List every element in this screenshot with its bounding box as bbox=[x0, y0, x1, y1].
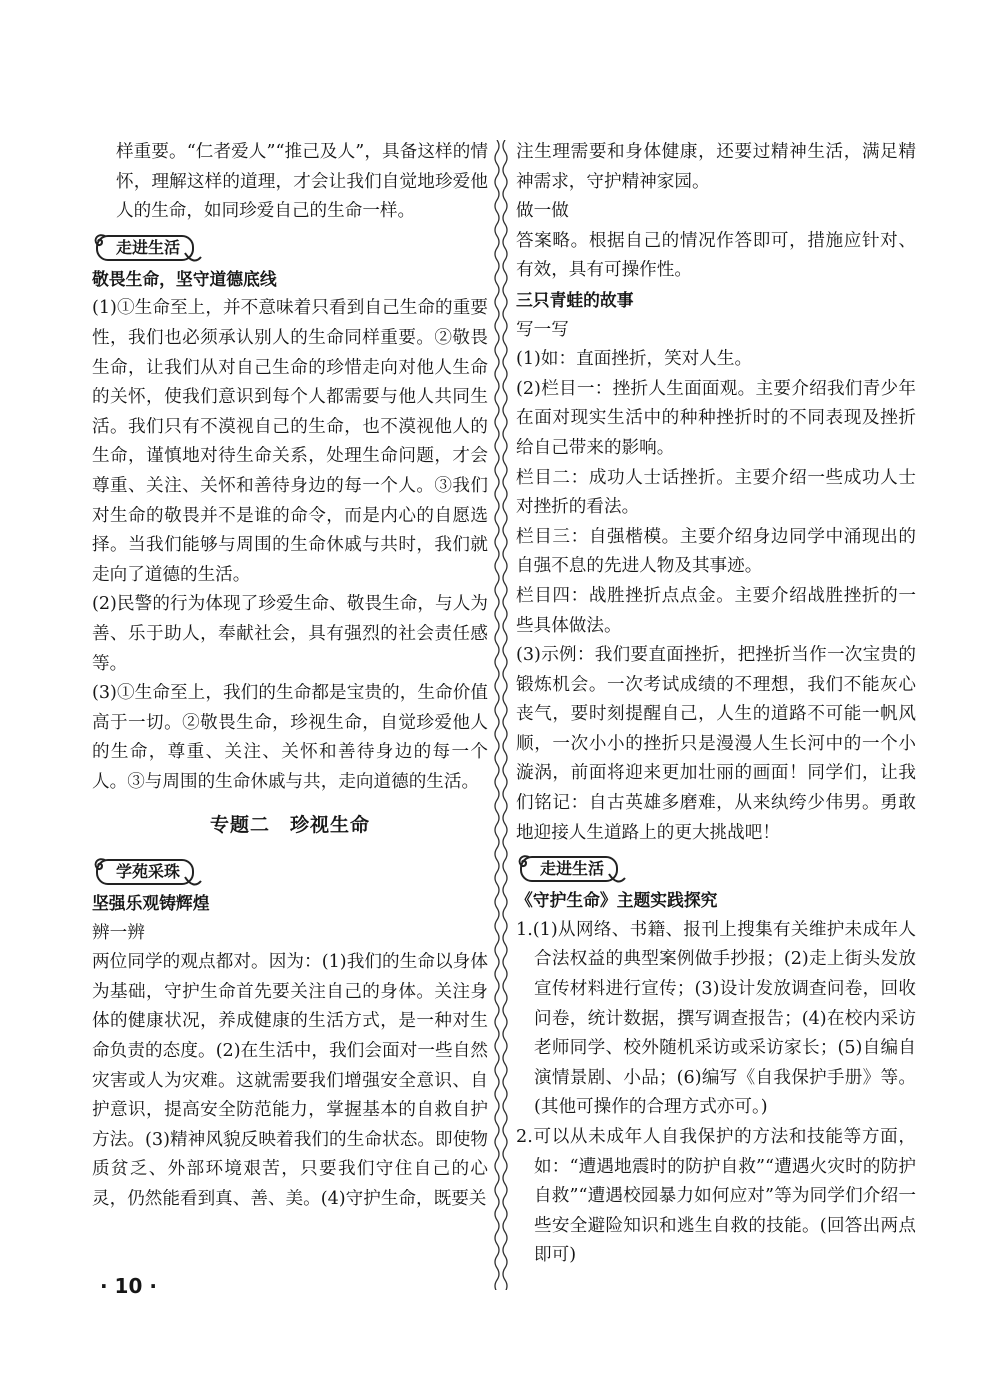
paragraph: (2)民警的行为体现了珍爱生命、敬畏生命，与人为善、乐于助人，奉献社会，具有强烈的社会责任感等。 bbox=[92, 594, 488, 674]
swirl-icon bbox=[92, 857, 108, 873]
paragraph: 1.(1)从网络、书籍、报刊上搜集有关维护未成年人合法权益的典型案例做手抄报；(2)走上街头发放宣传材料进行宣传；(3)设计发放调查问卷，回收问卷，统计数据，撰写调查报告；(4)在校内采访老师同学、校外随机采访或采访家长；(5)自编自演情景剧、小品；(6)编写《自我保护手册》等。(其他可操作的合理方式亦可。) bbox=[516, 919, 916, 1118]
paragraph: (1)如：直面挫折，笑对人生。 bbox=[516, 349, 753, 370]
sub-heading: 辨一辨 bbox=[92, 922, 145, 943]
swirl-tail-icon bbox=[184, 251, 202, 265]
swirl-icon bbox=[516, 854, 532, 870]
topic-heading: 敬畏生命，坚守道德底线 bbox=[92, 268, 277, 289]
topic-heading: 三只青蛙的故事 bbox=[516, 289, 634, 310]
paragraph: 答案略。根据自己的情况作答即可，措施应针对、有效，具有可操作性。 bbox=[516, 230, 916, 281]
swirl-tail-icon bbox=[608, 872, 626, 886]
topic-heading: 《守护生命》主题实践探究 bbox=[516, 890, 718, 911]
swirl-tail-icon bbox=[184, 875, 202, 889]
paragraph: 栏目二：成功人士话挫折。主要介绍一些成功人士对挫折的看法。 bbox=[516, 467, 916, 518]
section-badge bbox=[96, 859, 194, 885]
topic-heading: 坚强乐观铸辉煌 bbox=[92, 893, 210, 914]
right-column bbox=[516, 138, 916, 1271]
paragraph: 2.可以从未成年人自我保护的方法和技能等方面，如：“遭遇地震时的防护自救”“遭遇火灾时的防护自救”“遭遇校园暴力如何应对”等为同学们介绍一些安全避险知识和逃生自救的技能。(回答出两点即可) bbox=[516, 1127, 916, 1266]
paragraph: 注生理需要和身体健康，还要过精神生活，满足精神需求，守护精神家园。 bbox=[516, 142, 916, 192]
section-badge bbox=[520, 856, 618, 882]
paragraph: (2)栏目一：挫折人生面面观。主要介绍我们青少年在面对现实生活中的种种挫折时的不同表现及挫折给自己带来的影响。 bbox=[516, 378, 916, 458]
paragraph: 栏目三：自强楷模。主要介绍身边同学中涌现出的自强不息的先进人物及其事迹。 bbox=[516, 526, 916, 577]
sub-heading: 写一写 bbox=[516, 319, 569, 340]
sub-heading: 做一做 bbox=[516, 201, 569, 222]
badge-label: 学苑采珠 bbox=[116, 862, 181, 882]
left-column bbox=[92, 138, 488, 1215]
paragraph: (3)①生命至上，我们的生命都是宝贵的，生命价值高于一切。②敬畏生命，珍视生命，自觉珍爱他人的生命，尊重、关注、关怀和善待身边的每一个人。③与周围的生命休戚与共，走向道德的生活。 bbox=[92, 683, 488, 792]
paragraph: (1)①生命至上，并不意味着只看到自己生命的重要性，我们也必须承认别人的生命同样重要。②敬畏生命，让我们从对自己生命的珍惜走向对他人生命的关怀，使我们意识到每个人都需要与他人共同生活。我们只有不漠视自己的生命，也不漠视他人的生命，谨慎地对待生命关系，处理生命问题，才会尊重、关注、关怀和善待身边的每一个人。③我们对生命的敬畏并不是谁的命令，而是内心的自愿选择。当我们能够与周围的生命休戚与共时，我们就走向了道德的生活。 bbox=[92, 298, 488, 585]
page-number: · 10 · bbox=[100, 1274, 157, 1298]
swirl-icon bbox=[92, 233, 108, 249]
paragraph: 样重要。“仁者爱人”“推己及人”，具备这样的情怀，理解这样的道理，才会让我们自觉地珍爱他人的生命，如同珍爱自己的生命一样。 bbox=[116, 142, 488, 222]
paragraph: (3)示例：我们要直面挫折，把挫折当作一次宝贵的锻炼机会。一次考试成绩的不理想，我们不能灰心丧气，要时刻提醒自己，人生的道路不可能一帆风顺，一次小小的挫折只是漫漫人生长河中的一个小漩涡，前面将迎来更加壮丽的画面！同学们，让我们铭记：自古英雄多磨难，从来纨绔少伟男。勇敢地迎接人生道路上的更大挑战吧！ bbox=[516, 645, 916, 843]
badge-label: 走进生活 bbox=[540, 859, 605, 879]
wavy-column-divider bbox=[489, 140, 513, 1290]
badge-label: 走进生活 bbox=[116, 237, 181, 257]
paragraph: 两位同学的观点都对。因为：(1)我们的生命以身体为基础，守护生命首先要关注自己的身体。关注身体的健康状况，养成健康的生活方式，是一种对生命负责的态度。(2)在生活中，我们会面对一些自然灾害或人为灾难。这就需要我们增强安全意识、自护意识，提高安全防范能力，掌握基本的自救自护方法。(3)精神风貌反映着我们的生命状态。即使物质贫乏、外部环境艰苦，只要我们守住自己的心灵，仍然能看到真、善、美。(4)守护生命，既要关 bbox=[92, 952, 488, 1209]
paragraph: 栏目四：战胜挫折点点金。主要介绍战胜挫折的一些具体做法。 bbox=[516, 585, 916, 636]
section-badge bbox=[96, 235, 194, 261]
section-title: 专题二 珍视生命 bbox=[209, 814, 370, 837]
